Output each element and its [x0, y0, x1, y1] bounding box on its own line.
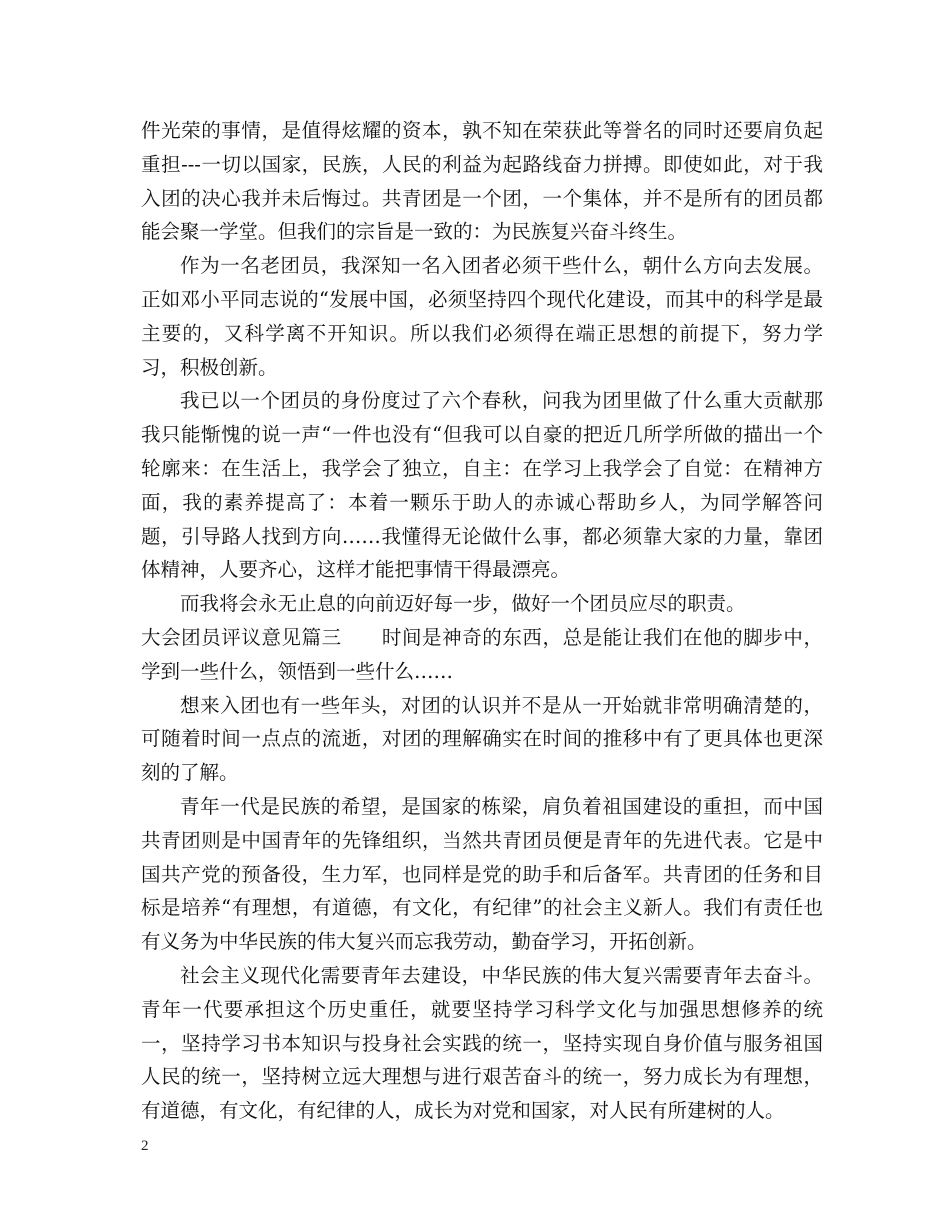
paragraph-3: 我已以一个团员的身份度过了六个春秋，问我为团里做了什么重大贡献那我只能惭愧的说一声“一件也没有“但我可以自豪的把近几所学所做的描出一个轮廓来：在生活上，我学会了独立，自主：在学习上我学会了自觉：在精神方面，我的素养提高了：本着一颗乐于助人的赤诚心帮助乡人，为同学解答问题，引导路人找到方向……我懂得无论做什么事，都必须靠大家的力量，靠团体精神，人要齐心，这样才能把事情干得最漂亮。: [141, 389, 823, 582]
paragraph-8: 社会主义现代化需要青年去建设，中华民族的伟大复兴需要青年去奋斗。青年一代要承担这个历史重任，就要坚持学习科学文化与加强思想修养的统一，坚持学习书本知识与投身社会实践的统一，坚持实现自身价值与服务祖国人民的统一，坚持树立远大理想与进行艰苦奋斗的统一，努力成长为有理想，有道德，有文化，有纪律的人，成长为对党和国家，对人民有所建树的人。: [141, 963, 823, 1123]
paragraph-2: 作为一名老团员，我深知一名入团者必须干些什么，朝什么方向去发展。正如邓小平同志说的“发展中国，必须坚持四个现代化建设，而其中的科学是最主要的，又科学离不开知识。所以我们必须得在端正思想的前提下，努力学习，积极创新。: [141, 254, 823, 379]
section-heading-paragraph: 大会团员评议意见篇三 时间是神奇的东西，总是能让我们在他的脚步中，学到一些什么，领悟到一些什么……: [141, 625, 823, 683]
document-body: [141, 114, 823, 1128]
paragraph-4: 而我将会永无止息的向前迈好每一步，做好一个团员应尽的职责。: [180, 592, 746, 616]
paragraph-1: 件光荣的事情，是值得炫耀的资本，孰不知在荣获此等誉名的同时还要肩负起重担---一切以国家，民族，人民的利益为起路线奋力拼搏。即使如此，对于我入团的决心我并未后悔过。共青团是一个团，一个集体，并不是所有的团员都能会聚一学堂。但我们的宗旨是一致的：为民族复兴奋斗终生。: [141, 119, 823, 244]
page-number: 2: [141, 1138, 149, 1154]
paragraph-6: 想来入团也有一些年头，对团的认识并不是从一开始就非常明确清楚的，可随着时间一点点的流逝，对团的理解确实在时间的推移中有了更具体也更深刻的了解。: [141, 693, 823, 785]
paragraph-7: 青年一代是民族的希望，是国家的栋梁，肩负着祖国建设的重担，而中国共青团则是中国青年的先锋组织，当然共青团员便是青年的先进代表。它是中国共产党的预备役，生力军，也同样是党的助手和后备军。共青团的任务和目标是培养“有理想，有道德，有文化，有纪律”的社会主义新人。我们有责任也有义务为中华民族的伟大复兴而忘我劳动，勤奋学习，开拓创新。: [141, 794, 823, 954]
